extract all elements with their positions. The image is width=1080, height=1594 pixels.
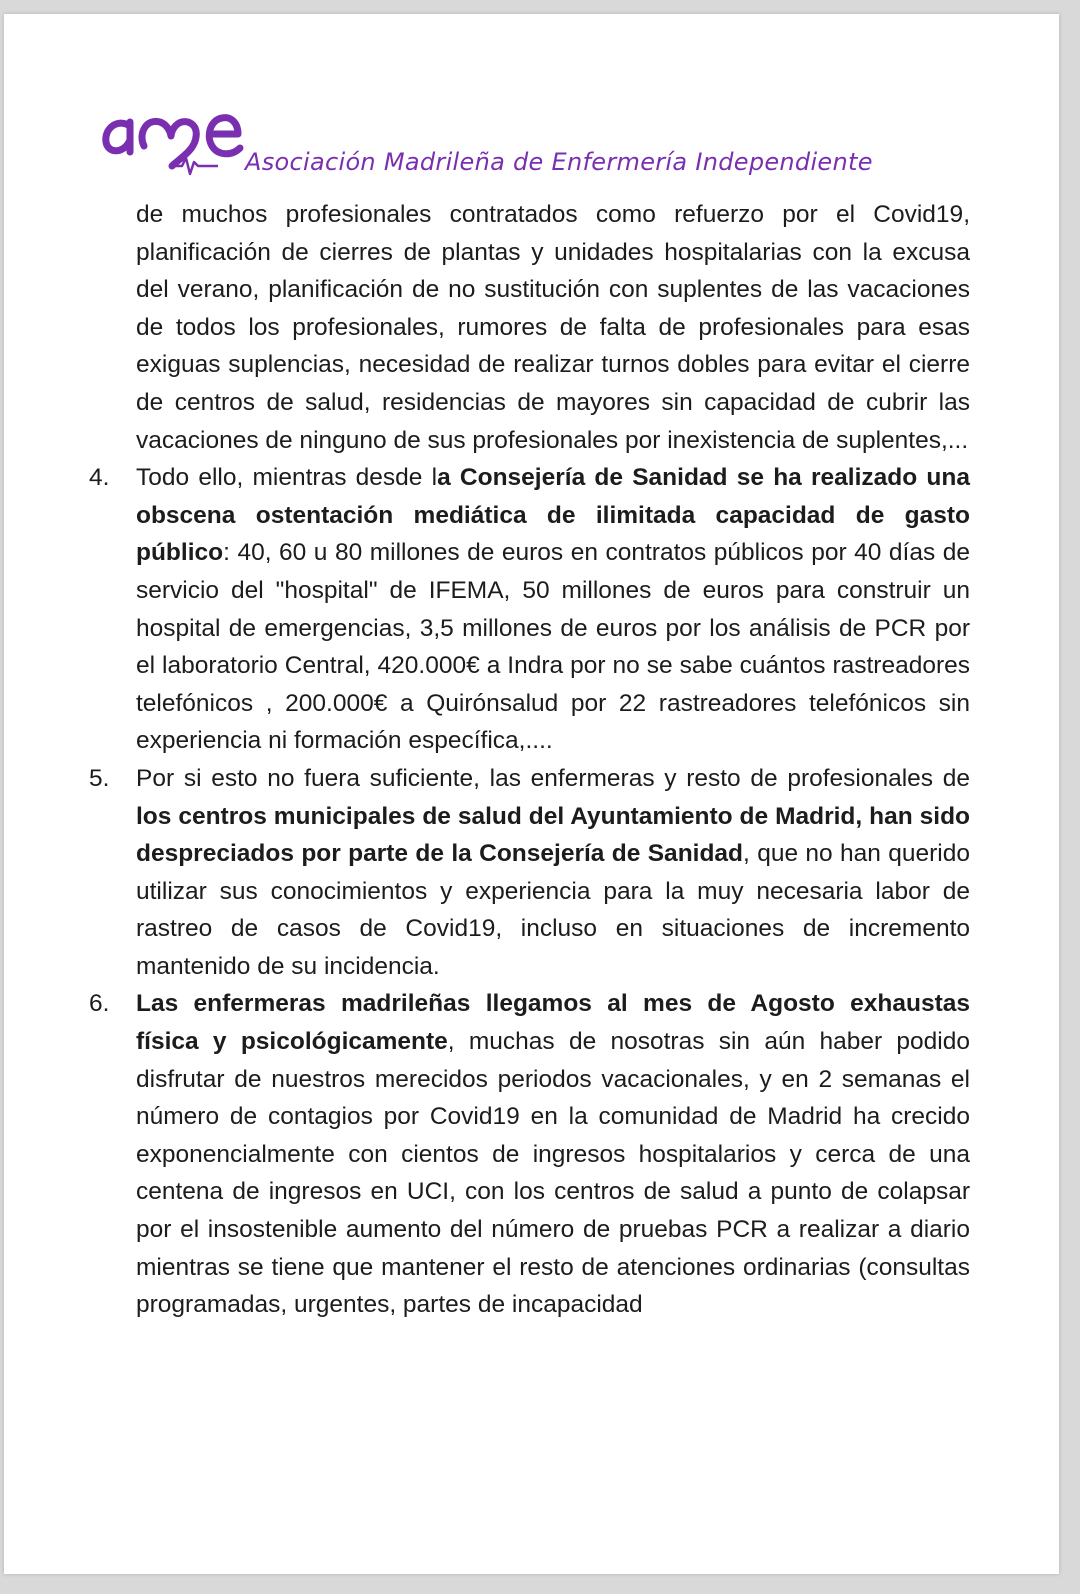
item-text-bold: los centros municipales de salud del Ayuntamiento de Madrid, han sido despreciados por parte de la Consejería de Sanidad (136, 802, 970, 868)
list-number: 4. (89, 464, 110, 492)
continuation-paragraph: de muchos profesionales contratados como refuerzo por el Covid19, planificación de cierres de plantas y unidades hospitalarias con la excusa del verano, planificación de no sustitución con suplentes de las vacaciones de todos los profesionales, rumores de falta de profesionales para esas exiguas suplencias, necesidad de realizar turnos dobles para evitar el cierre de centros de salud, residencias de mayores sin capacidad de cubrir las vacaciones de ninguno de sus profesionales por inexistencia de suplentes,... (136, 201, 970, 454)
item-text-after: , muchas de nosotras sin aún haber podido disfrutar de nuestros merecidos periodos vacacionales, y en 2 semanas el número de contagios por Covid19 en la comunidad de Madrid ha crecido exponencialmente con cientos de ingresos hospitalarios y cerca de una centena de ingresos en UCI, con los centros de salud a punto de colapsar por el insostenible aumento del número de pruebas PCR a realizar a diario mientras se tiene que mantener el resto de atenciones ordinarias (consultas programadas, urgentes, partes de incapacidad (136, 1028, 971, 1319)
list-item (86, 459, 970, 760)
list-number: 6. (89, 990, 110, 1018)
item-text-bold: a Consejería de Sanidad se ha realizado una obscena ostentación mediática de ilimitada capacidad de gasto público (136, 464, 970, 567)
item-text-after: , que no han querido utilizar sus conocimientos y experiencia para la muy necesaria labor de rastreo de casos de Covid19, incluso en situaciones de incremento mantenido de su incidencia. (136, 840, 971, 980)
document-page (4, 14, 1059, 1574)
list-item-text (136, 459, 970, 760)
list-item (86, 760, 970, 986)
document-body (86, 196, 970, 1324)
item-text-bold: Las enfermeras madrileñas llegamos al mes de Agosto exhaustas física y psicológicamente (136, 990, 970, 1056)
item-text-after: : 40, 60 u 80 millones de euros en contratos públicos por 40 días de servicio del "hospital" de IFEMA, 50 millones de euros para construir un hospital de emergencias, 3,5 millones de euros por los análisis de PCR por el laboratorio Central, 420.000€ a Indra por no se sabe cuántos rastreadores telefónicos , 200.000€ a Quirónsalud por 22 rastreadores telefónicos sin experiencia ni formación específica,.... (136, 539, 970, 755)
ame-logo (100, 96, 250, 178)
list-item-text (136, 985, 970, 1323)
item-text-before: Por si esto no fuera suficiente, las enfermeras y resto de profesionales de (136, 764, 970, 792)
letterhead (100, 96, 1000, 186)
organization-name: Asociación Madrileña de Enfermería Independiente (245, 148, 873, 176)
list-item (86, 985, 970, 1323)
list-item-text (136, 760, 970, 986)
item-text-before: Todo ello, mientras desde l (136, 464, 438, 492)
list-number: 5. (89, 764, 110, 792)
